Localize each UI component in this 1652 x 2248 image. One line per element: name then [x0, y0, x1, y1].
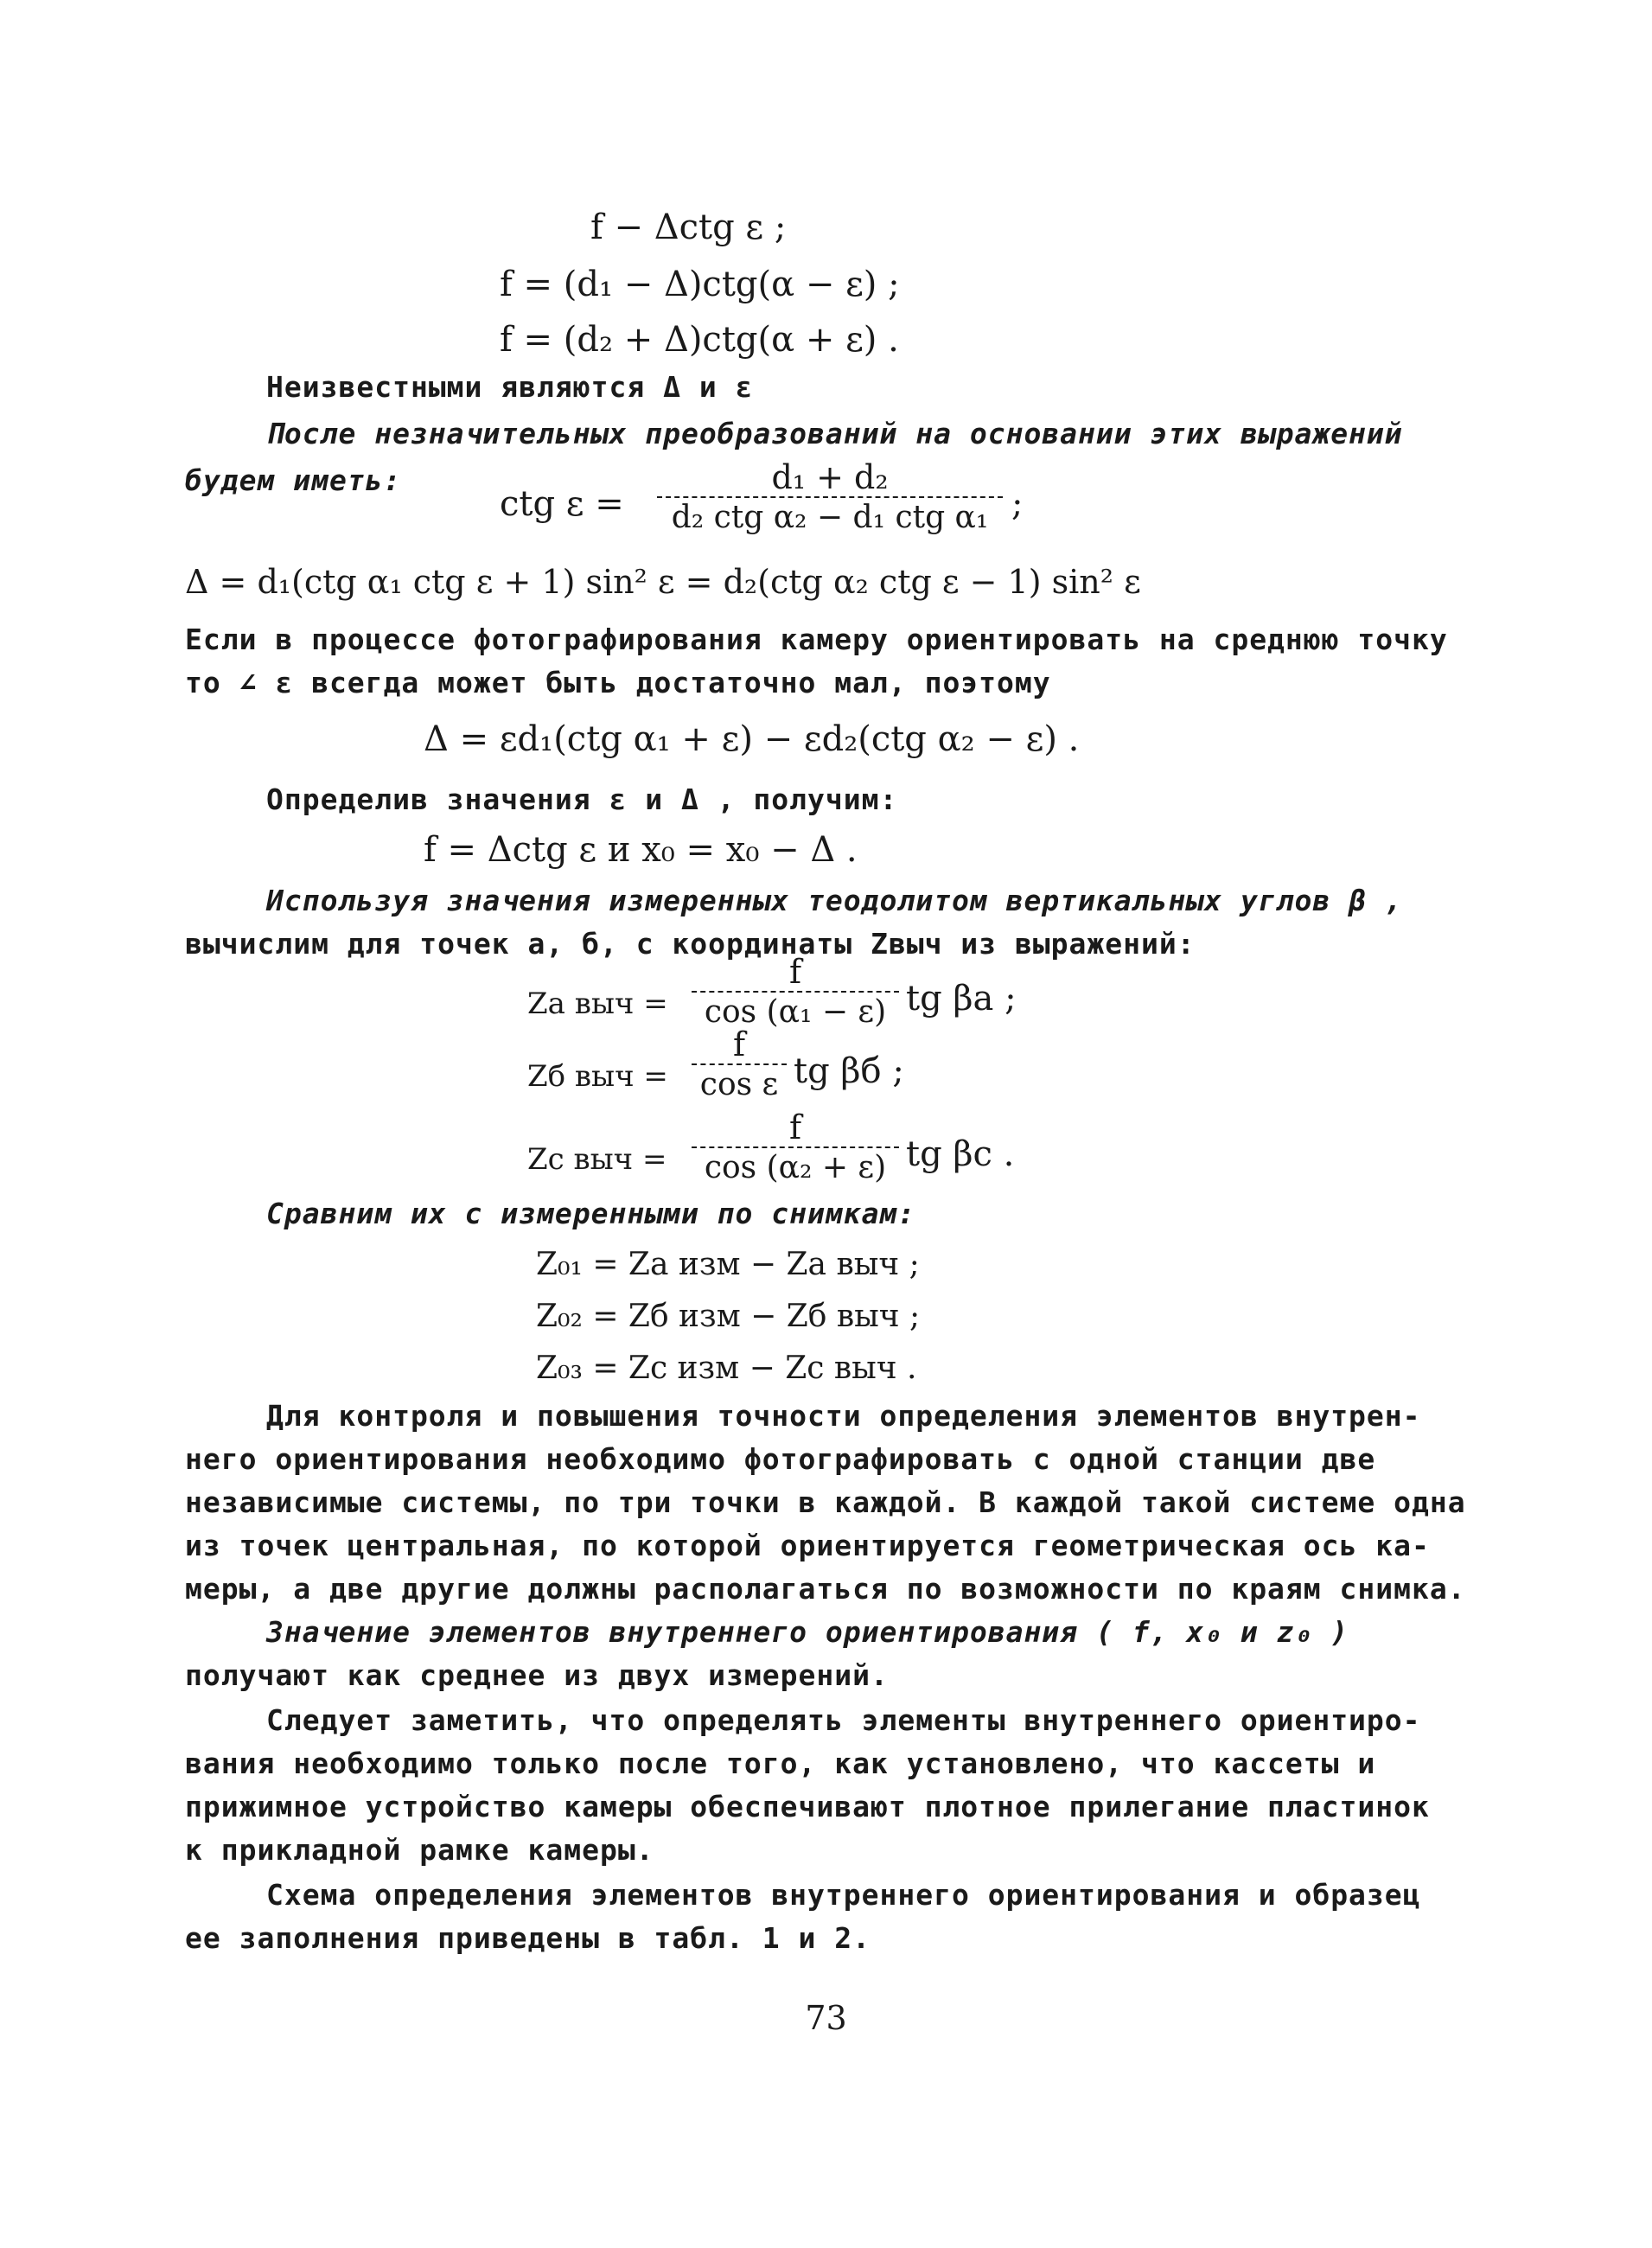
formula-f-d1: f = (d₁ − Δ)ctg(α − ε) ; [500, 265, 900, 304]
formula-zc-fraction [692, 1108, 899, 1186]
formula-f-delta: f − Δctg ε ; [590, 208, 787, 247]
text-control-1: Для контроля и повышения точности определения элементов внутрен- [266, 1399, 1421, 1433]
formula-ctg-end: ; [1011, 484, 1024, 524]
text-compare: Сравним их с измеренными по снимкам: [266, 1197, 916, 1230]
formula-za-rhs: tg βa ; [906, 979, 1017, 1019]
formula-zb-numerator: f [732, 1025, 746, 1063]
formula-z01: Z₀₁ = Za изм − Za выч ; [536, 1247, 920, 1282]
text-scheme-2: ее заполнения приведены в табл. 1 и 2. [185, 1921, 871, 1955]
formula-ctg-denominator: d₂ ctg α₂ − d₁ ctg α₁ [657, 496, 1003, 536]
formula-zc-rhs: tg βc . [906, 1134, 1015, 1174]
text-unknowns: Неизвестными являются Δ и ε [266, 370, 754, 404]
text-scheme-1: Схема определения элементов внутреннего ориентирования и образец [266, 1878, 1421, 1912]
text-note-3: прижимное устройство камеры обеспечивают плотное прилегание пластинок [185, 1790, 1430, 1823]
text-control-3: независимые системы, по три точки в каждой. В каждой такой системе одна [185, 1485, 1466, 1519]
formula-za-denominator: cos (α₁ − ε) [692, 991, 899, 1031]
text-note-4: к прикладной рамке камеры. [185, 1833, 654, 1867]
text-determine: Определив значения ε и Δ , получим: [266, 782, 898, 816]
formula-za-numerator: f [788, 953, 802, 991]
formula-delta-approx: Δ = εd₁(ctg α₁ + ε) − εd₂(ctg α₂ − ε) . [424, 719, 1080, 759]
page-number: 73 [805, 1999, 847, 2037]
formula-ctg-fraction [657, 458, 1003, 536]
formula-za-lhs: Za выч = [527, 987, 668, 1021]
text-note-2: вания необходимо только после того, как установлено, что кассеты и [185, 1747, 1376, 1780]
text-after-transform-1: После незначительных преобразований на основании этих выражений [266, 417, 1403, 450]
text-using-2: вычислим для точек a, б, c координаты Zвыч из выражений: [185, 927, 1196, 961]
formula-zb-denominator: cos ε [692, 1063, 787, 1103]
text-values-1: Значение элементов внутреннего ориентирования ( f, x₀ и z₀ ) [266, 1615, 1349, 1649]
formula-ctg-lhs: ctg ε = [500, 484, 624, 524]
formula-za-fraction [692, 953, 899, 1031]
formula-delta-full: Δ = d₁(ctg α₁ ctg ε + 1) sin² ε = d₂(ctg α₂ ctg ε − 1) sin² ε [185, 563, 1141, 601]
text-if-orient-1: Если в процессе фотографирования камеру ориентировать на среднюю точку [185, 623, 1448, 656]
formula-ctg-numerator: d₁ + d₂ [771, 458, 889, 496]
formula-zc-numerator: f [788, 1108, 802, 1146]
text-note-1: Следует заметить, что определять элементы внутреннего ориентиро- [266, 1703, 1421, 1737]
formula-f-d2: f = (d₂ + Δ)ctg(α + ε) . [500, 320, 899, 360]
text-control-5: меры, а две другие должны располагаться по возможности по краям снимка. [185, 1572, 1466, 1606]
formula-z03: Z₀₃ = Zc изм − Zc выч . [536, 1351, 917, 1386]
text-control-2: него ориентирования необходимо фотографировать с одной станции две [185, 1442, 1376, 1476]
formula-zb-lhs: Zб выч = [527, 1059, 668, 1094]
text-if-orient-2: то ∠ ε всегда может быть достаточно мал, поэтому [185, 666, 1051, 699]
text-after-transform-2: будем иметь: [185, 463, 402, 497]
text-values-2: получают как среднее из двух измерений. [185, 1658, 889, 1692]
formula-zb-rhs: tg βб ; [794, 1051, 904, 1091]
formula-zc-lhs: Zc выч = [527, 1142, 667, 1177]
text-using-1: Используя значения измеренных теодолитом вертикальных углов β , [266, 884, 1403, 917]
formula-z02: Z₀₂ = Zб изм − Zб выч ; [536, 1299, 921, 1334]
formula-f-x0: f = Δctg ε и x₀ = x₀ − Δ . [424, 830, 858, 870]
formula-zb-fraction [692, 1025, 787, 1103]
text-control-4: из точек центральная, по которой ориентируется геометрическая ось ка- [185, 1529, 1430, 1562]
formula-zc-denominator: cos (α₂ + ε) [692, 1146, 899, 1186]
